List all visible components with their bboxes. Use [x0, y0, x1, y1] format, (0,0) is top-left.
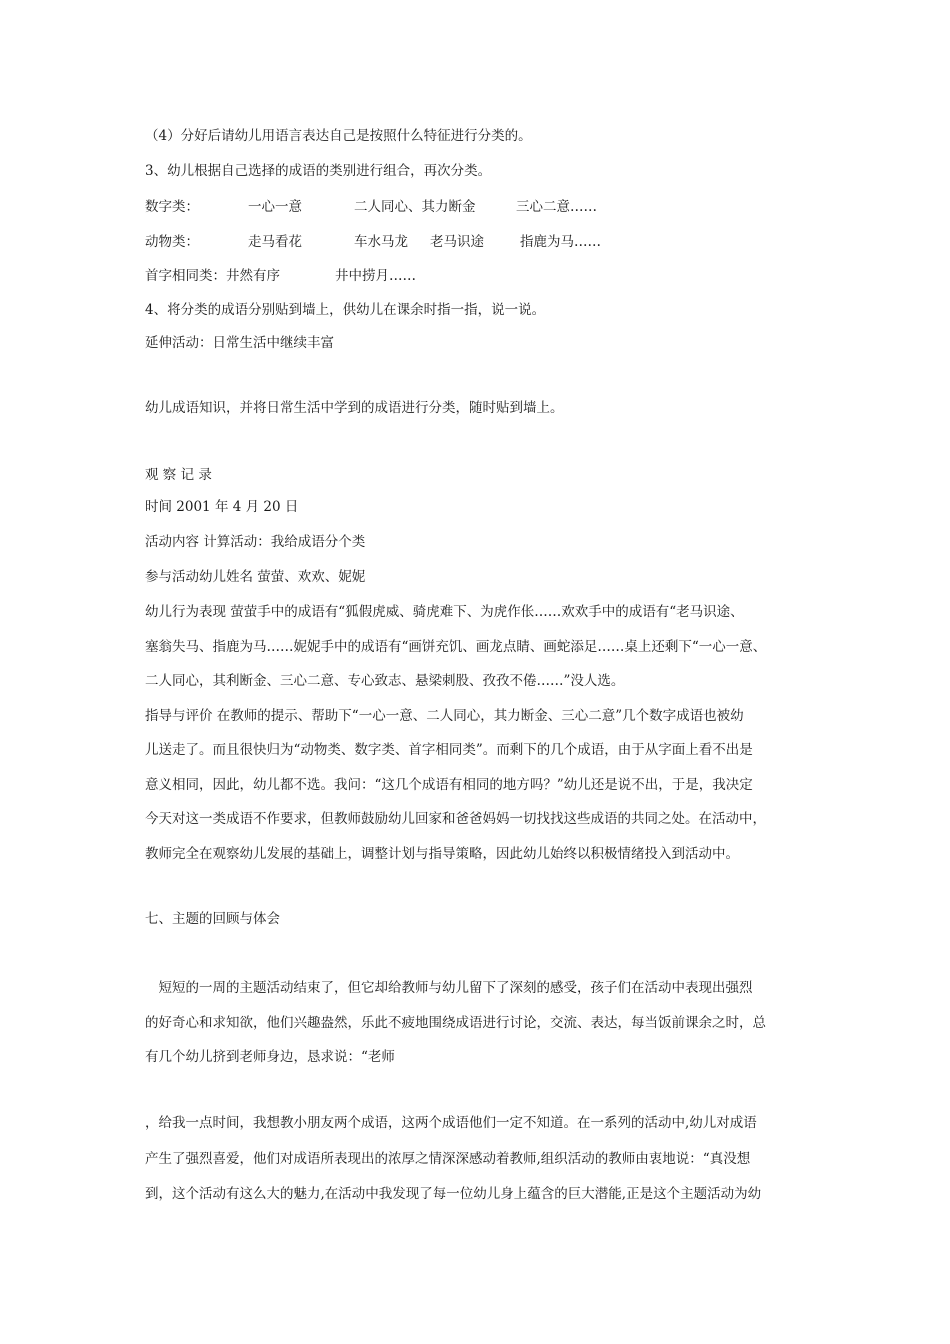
behavior-line: 塞翁失马、指鹿为马……妮妮手中的成语有“画饼充饥、画龙点睛、画蛇添足……桌上还剩下“一心一意、 [145, 639, 767, 655]
review-line: 的好奇心和求知欲，他们兴趣盎然，乐此不疲地围绕成语进行讨论，交流、表达，每当饭前课余之时，总 [145, 1015, 766, 1031]
guidance-line: 儿送走了。而且很快归为“动物类、数字类、首字相同类”。而剩下的几个成语，由于从字面上看不出是 [145, 742, 753, 758]
paragraph-extension: 延伸活动：日常生活中继续丰富 [145, 335, 334, 351]
category-row-animals [145, 232, 601, 252]
observation-time: 时间 2001 年 4 月 20 日 [145, 499, 299, 515]
idiom-item: 二人同心、其力断金 [354, 199, 476, 215]
observation-content: 活动内容 计算活动：我给成语分个类 [145, 534, 366, 550]
category-row-numbers [145, 197, 597, 217]
observation-title: 观 察 记 录 [145, 467, 212, 483]
category-label-numbers: 数字类： [145, 199, 199, 215]
guidance-line: 教师完全在观察幼儿发展的基础上，调整计划与指导策略，因此幼儿始终以积极情绪投入到活动中。 [145, 846, 739, 862]
section-7-title: 七、主题的回顾与体会 [145, 911, 280, 927]
behavior-line: 二人同心，其利断金、三心二意、专心致志、悬梁刺股、孜孜不倦……”没人选。 [145, 673, 625, 689]
idiom-item: 一心一意 [248, 199, 302, 215]
guidance-line: 今天对这一类成语不作要求，但教师鼓励幼儿回家和爸爸妈妈一切找找这些成语的共同之处。在活动中， [145, 811, 766, 827]
idiom-item: 车水马龙 [354, 234, 408, 250]
idiom-item: 走马看花 [248, 234, 302, 250]
paragraph-step-3-regroup: 3、幼儿根据自己选择的成语的类别进行组合，再次分类。 [145, 163, 492, 179]
idiom-item: 指鹿为马…… [520, 234, 601, 250]
review-line: 到，这个活动有这么大的魅力,在活动中我发现了每一位幼儿身上蕴含的巨大潜能,正是这个主题活动为幼 [145, 1186, 762, 1202]
review-line: 有几个幼儿挤到老师身边，恳求说：“老师 [145, 1049, 395, 1065]
review-line: ，给我一点时间，我想教小朋友两个成语，这两个成语他们一定不知道。在一系列的活动中,幼儿对成语 [145, 1115, 757, 1131]
paragraph-extension-cont: 幼儿成语知识，并将日常生活中学到的成语进行分类，随时贴到墙上。 [145, 400, 564, 416]
paragraph-step-4-express: （4）分好后请幼儿用语言表达自己是按照什么特征进行分类的。 [145, 128, 532, 144]
category-label-animals: 动物类： [145, 234, 199, 250]
review-line: 产生了强烈喜爱，他们对成语所表现出的浓厚之情深深感动着教师,组织活动的教师由衷地说：“真没想 [145, 1151, 751, 1167]
observation-names: 参与活动幼儿姓名 萤萤、欢欢、妮妮 [145, 569, 366, 585]
idiom-item: 三心二意…… [516, 199, 597, 215]
category-row-first-char [145, 266, 416, 286]
guidance-line: 意义相同，因此，幼儿都不选。我问：“这几个成语有相同的地方吗？”幼儿还是说不出，于是，我决定 [145, 777, 753, 793]
category-label-first-char: 首字相同类：井然有序 [145, 268, 280, 284]
guidance-line: 指导与评价 在教师的提示、帮助下“一心一意、二人同心，其力断金、三心二意”几个数字成语也被幼 [145, 708, 744, 724]
idiom-item: 井中捞月…… [335, 268, 416, 284]
idiom-item: 老马识途 [430, 234, 484, 250]
behavior-line: 幼儿行为表现 萤萤手中的成语有“狐假虎威、骑虎难下、为虎作伥……欢欢手中的成语有“老马识途、 [145, 604, 744, 620]
review-line: 短短的一周的主题活动结束了，但它却给教师与幼儿留下了深刻的感受，孩子们在活动中表现出强烈 [145, 980, 753, 996]
paragraph-step-4-wall: 4、将分类的成语分别贴到墙上，供幼儿在课余时指一指，说一说。 [145, 302, 546, 318]
